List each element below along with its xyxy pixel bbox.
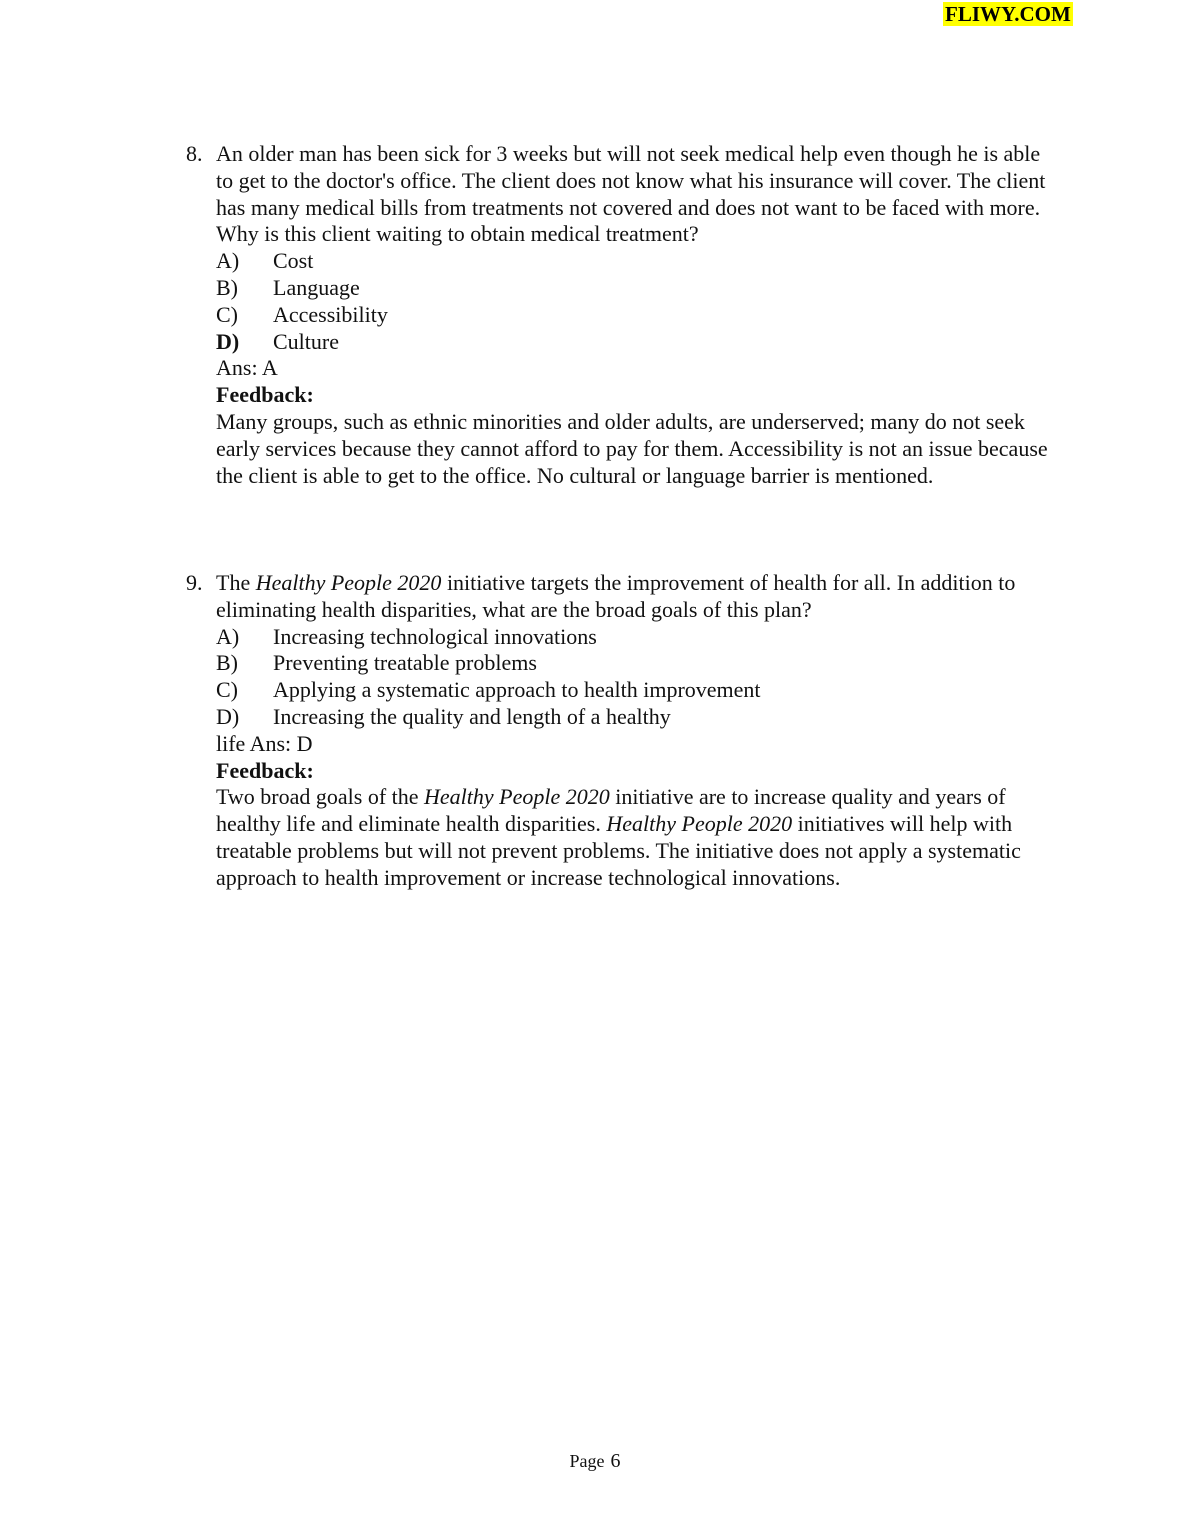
option-d [216,704,1056,731]
question-stem: An older man has been sick for 3 weeks but will not seek medical help even though he is able to get to the doctor's office. The client does not know what his insurance will cover. The client has many medical bills from treatments not covered and does not want to be faced with more. Why is this client waiting to obtain medical treatment? [216,141,1046,247]
question-number: 8. [186,141,203,166]
stem-italic-title: Healthy People 2020 [255,570,442,595]
page-number: 6 [610,1450,621,1472]
option-letter: B) [216,650,238,676]
option-text: Cost [273,248,314,274]
option-text: Increasing technological innovations [273,623,597,649]
feedback-label: Feedback: [216,757,314,783]
option-letter: C) [216,677,238,703]
option-text: Applying a systematic approach to health improvement [273,677,761,703]
option-c [216,677,1056,704]
option-letter: A) [216,248,240,274]
page-footer [0,1450,1190,1473]
feedback-italic-title: Healthy People 2020 [424,784,610,810]
option-letter: B) [216,274,238,300]
feedback-italic-title: Healthy People 2020 [606,811,793,837]
option-b [216,650,1056,677]
question-body [216,570,1056,892]
option-b [216,275,1056,302]
option-letter: C) [216,301,238,327]
stem-text: initiative targets the improvement of health for all. In addition to eliminating health disparities, what are the broad goals of this plan? [216,570,1016,622]
question-body [216,141,1056,489]
feedback-text [216,784,1056,891]
watermark-label: FLIWY.COM [945,2,1071,26]
question-stem [216,570,1056,624]
option-d [216,329,1056,356]
option-text: Accessibility [273,301,388,327]
option-text: Preventing treatable problems [273,650,537,676]
feedback-text: Many groups, such as ethnic minorities and older adults, are underserved; many do not seek early services because they cannot afford to pay for them. Accessibility is not an issue because the client is able to get to the office. No cultural or language barrier is mentioned. [216,408,1048,488]
question-number: 9. [186,570,203,595]
option-text: Increasing the quality and length of a healthy [273,703,671,729]
answer-line: Ans: A [216,355,278,381]
option-text: Language [273,274,360,300]
page-label: Page [569,1451,605,1471]
option-letter: A) [216,623,240,649]
option-letter: D) [216,703,240,729]
option-c [216,302,1056,329]
question-8 [186,141,1056,489]
option-a [216,248,1056,275]
option-text: Culture [273,328,339,354]
feedback-label: Feedback: [216,382,314,408]
feedback-part: initiative are to increase quality and years of healthy life and eliminate health disparities. [216,784,1006,837]
feedback-part: initiatives will help with treatable problems but will not prevent problems. The initiative does not apply a systematic approach to health improvement or increase technological innovations. [216,811,1021,890]
option-letter: D) [216,328,240,354]
option-a [216,624,1056,651]
feedback-part: Two broad goals of the [216,784,425,810]
stem-text: The [216,570,256,595]
answer-line: life Ans: D [216,730,313,756]
question-9 [186,570,1056,892]
